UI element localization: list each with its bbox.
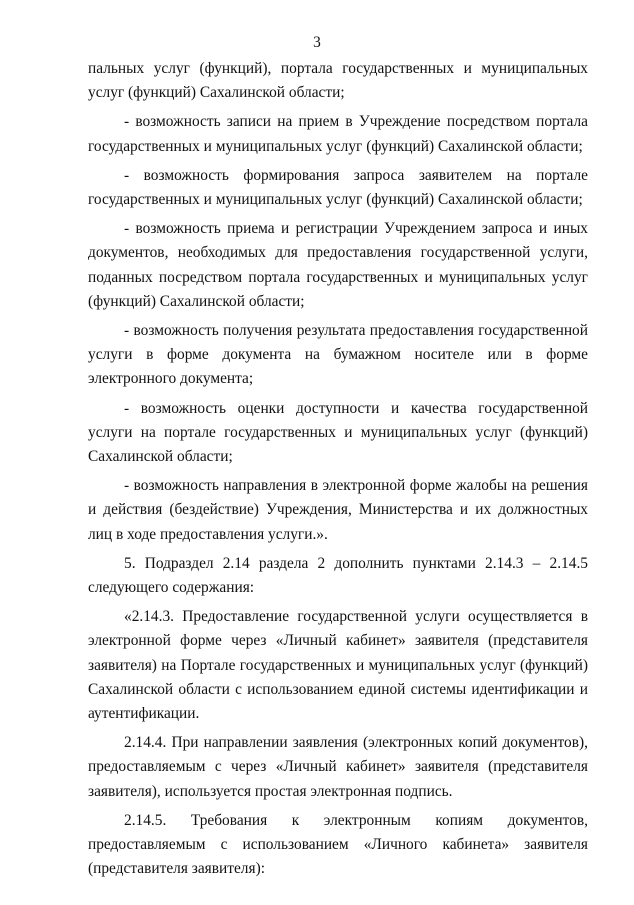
paragraph: «2.14.3. Предоставление государственной услуги осуществляется в электронной форме через «Личный кабинет» заявителя (представителя заявителя) на Портале государственных и муниципальных услуг (функций) Сахалинской области с использованием единой системы идентификации и аутентификации. (88, 608, 588, 723)
paragraph: 2.14.5. Требования к электронным копиям документов, предоставляемым с использованием «Личного кабинета» заявителя (представителя заявителя): (88, 811, 588, 878)
paragraph: - возможность получения результата предоставления государственной услуги в форме документа на бумажном носителе или в форме электронного документа; (88, 322, 588, 388)
paragraph: - возможность направления в электронной форме жалобы на решения и действия (бездействие) Учреждения, Министерства и их должностных лиц в ходе предоставления услуги.». (88, 477, 588, 543)
paragraph: 5. Подраздел 2.14 раздела 2 дополнить пунктами 2.14.3 – 2.14.5 следующего содержания: (88, 554, 588, 597)
paragraph: 2.14.4. При направлении заявления (электронных копий документов), предоставляемым с через «Личный кабинет» заявителя (представителя заявителя), используется простая электронная подпись. (88, 734, 588, 800)
document-body (88, 57, 588, 887)
paragraph: - возможность приема и регистрации Учреждением запроса и иных документов, необходимых для предоставления государственной услуги, поданных посредством портала государственных и муниципальных услуг (функций) Сахалинской области; (88, 220, 588, 310)
paragraph: - возможность формирования запроса заявителем на портале государственных и муниципальных услуг (функций) Сахалинской области; (88, 166, 588, 209)
page-number: 3 (313, 34, 321, 51)
paragraph: - возможность записи на прием в Учреждение посредством портала государственных и муниципальных услуг (функций) Сахалинской области; (88, 113, 588, 155)
paragraph: - возможность оценки доступности и качества государственной услуги на портале государственных и муниципальных услуг (функций) Сахалинской области; (88, 399, 588, 466)
paragraph: пальных услуг (функций), портала государственных и муниципальных услуг (функций) Сахалинской области; (88, 60, 588, 102)
